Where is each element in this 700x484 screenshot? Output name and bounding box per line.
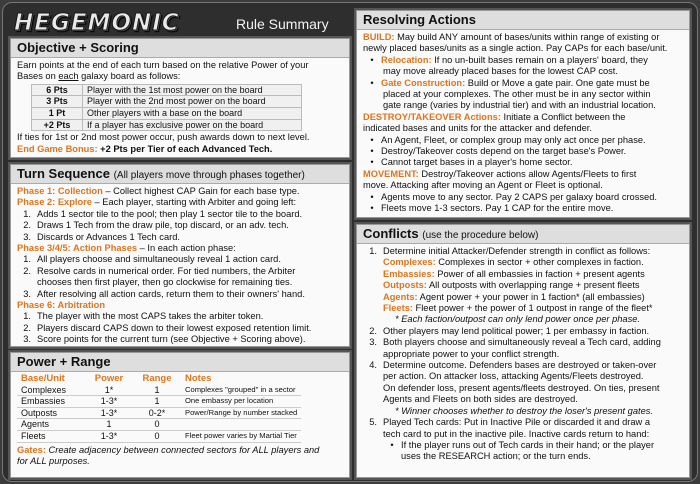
score-table xyxy=(31,84,302,131)
table-row: +2 Pts If a player has exclusive power on the board xyxy=(32,119,302,131)
table-row: 6 Pts Player with the 1st most power on the board xyxy=(32,84,302,96)
panel-title: Resolving Actions xyxy=(357,11,689,30)
subtitle: Rule Summary xyxy=(236,16,329,32)
resolving-actions-panel xyxy=(356,10,690,218)
power-range-panel xyxy=(10,352,350,478)
conflicts-panel xyxy=(356,224,690,478)
table-row: Embassies 1-3* 1 One embassy per location xyxy=(17,396,301,408)
power-body: Base/Unit Power Range Notes Complexes 1* 1 Complexes "grouped" in a sector Embassies 1-3* 1 One embassy per location Outposts 1-3* 0-2* Power/Range by number stacked Agents 1 0 Fleets 1-3* 0 Fleet power varies by Martial Tier Gates: Create adjacency between connected sectors for ALL players and for ALL purposes. xyxy=(17,373,320,466)
turn-sequence-panel xyxy=(10,164,350,347)
turn-body: Phase 1: Collection – Collect highest CAP Gain for each base type. Phase 2: Explore – Each player, starting with Arbiter and going left: 1. Adds 1 sector tile to the pool; then play 1 sector tile to the board. 2. Draws 1 Tech from the draw pile, top discard, or an adv. tech. 3. Discards or Advances 1 Tech card. Phase 3/4/5: Action Phases – In each action phase: 1. All players choose and simultaneously reveal 1 action card. 2. Resolve cards in numerical order. For tied numbers, the Arbiter chooses then first player, then go clockwise for remaining ties. 3. After resolving all action cards, return them to their owners' hand. Phase 6: Arbitration 1. The player with the most CAPS takes the arbiter token. 2. Players discard CAPS down to their lowest exposed retention limit. 3. Score points for the current turn (see Objective + Scoring above). xyxy=(17,186,312,345)
panel-title: Turn Sequence (All players move through phases together) xyxy=(11,165,349,184)
table-row: Complexes 1* 1 Complexes "grouped" in a sector xyxy=(17,385,301,396)
table-row: Fleets 1-3* 0 Fleet power varies by Martial Tier xyxy=(17,430,301,442)
table-row: 1 Pt Other players with a base on the board xyxy=(32,108,302,120)
table-row: Agents 1 0 xyxy=(17,419,301,431)
power-table xyxy=(17,374,301,443)
objective-panel xyxy=(10,38,350,158)
objective-body: Earn points at the end of each turn based on the relative Power of your Bases on each galaxy board as follows: 6 Pts Player with the 1st most power on the board 3 Pts Player with the 2nd most power on the board 1 Pt Other players with a base on the board +2 Pts If a player has exclusive power on the board If ties for 1st or 2nd most power occur, push awards down to next level. End Game Bonus: +2 Pts per Tier of each Advanced Tech. xyxy=(17,60,310,154)
table-header: Base/Unit Power Range Notes xyxy=(21,373,212,384)
conflicts-body: 1. Determine initial Attacker/Defender strength in conflict as follows: Complexes: Complexes in sector + other complexes in faction. Embassies: Power of all embassies in faction + present agents Outposts: All outposts with overlapping range + present fleets Agents: Agent power + your power in 1 faction* (all embassies) Fleets: Fleet power + the power of 1 outpost in range of the fleet* * Each faction/outpost can only lend power once per phase. 2. Other players may lend political power; 1 per embassy in faction. 3. Both players choose and simultaneously reveal a Tech card, adding appropriate power to your conflict strength. 4. Determine outcome. Defenders bases are destroyed or taken-over per action. On attacker loss, attacking Agents/Fleets destroyed. On defender loss, present agents/fleets destroyed. On ties, present Agents and Fleets on both sides are destroyed. * Winner chooses whether to destroy the loser's present gates. 5. Played Tech cards: Put in Inactive Pile or discarded it and draw a tech card to put in the inactive pile. Inactive cards return to hand: • If the player runs out of Tech cards in their hand; or the player uses the RESEARCH action; or the turn ends. xyxy=(363,246,683,463)
panel-title: Conflicts (use the procedure below) xyxy=(357,225,689,244)
table-row: Outposts 1-3* 0-2* Power/Range by number stacked xyxy=(17,407,301,419)
resolving-body: BUILD: May build ANY amount of bases/units within range of existing or newly placed bases/units as a single action. Pay CAPs for each base/unit. • Relocation: If no un-built bases remain on a players' board, they may move already placed bases for the lowest CAP cost. • Gate Construction: Build or Move a gate pair. One gate must be placed at your complexes. The other must be in any sector within gate range (varies by industrial tier) and with an industrial location. DESTROY/TAKEOVER Actions: Initiate a Conflict between the indicated bases and units for the attacker and defender. • An Agent, Fleet, or complex group may only act once per phase. • Destroy/Takeover costs depend on the target base's Power. • Cannot target bases in a player's home sector. MOVEMENT: Destroy/Takeover actions allow Agents/Fleets to first move. Attacking after moving an Agent or Fleet is optional. • Agents move to any sector. Pay 2 CAPS per galaxy board crossed. • Fleets move 1-3 sectors. Pay 1 CAP for the entire move. xyxy=(363,32,683,215)
header xyxy=(8,6,348,36)
panel-title: Objective + Scoring xyxy=(11,39,349,58)
table-row: 3 Pts Player with the 2nd most power on the board xyxy=(32,96,302,108)
logo: HEGEMONIC xyxy=(14,10,180,36)
panel-title: Power + Range xyxy=(11,353,349,372)
